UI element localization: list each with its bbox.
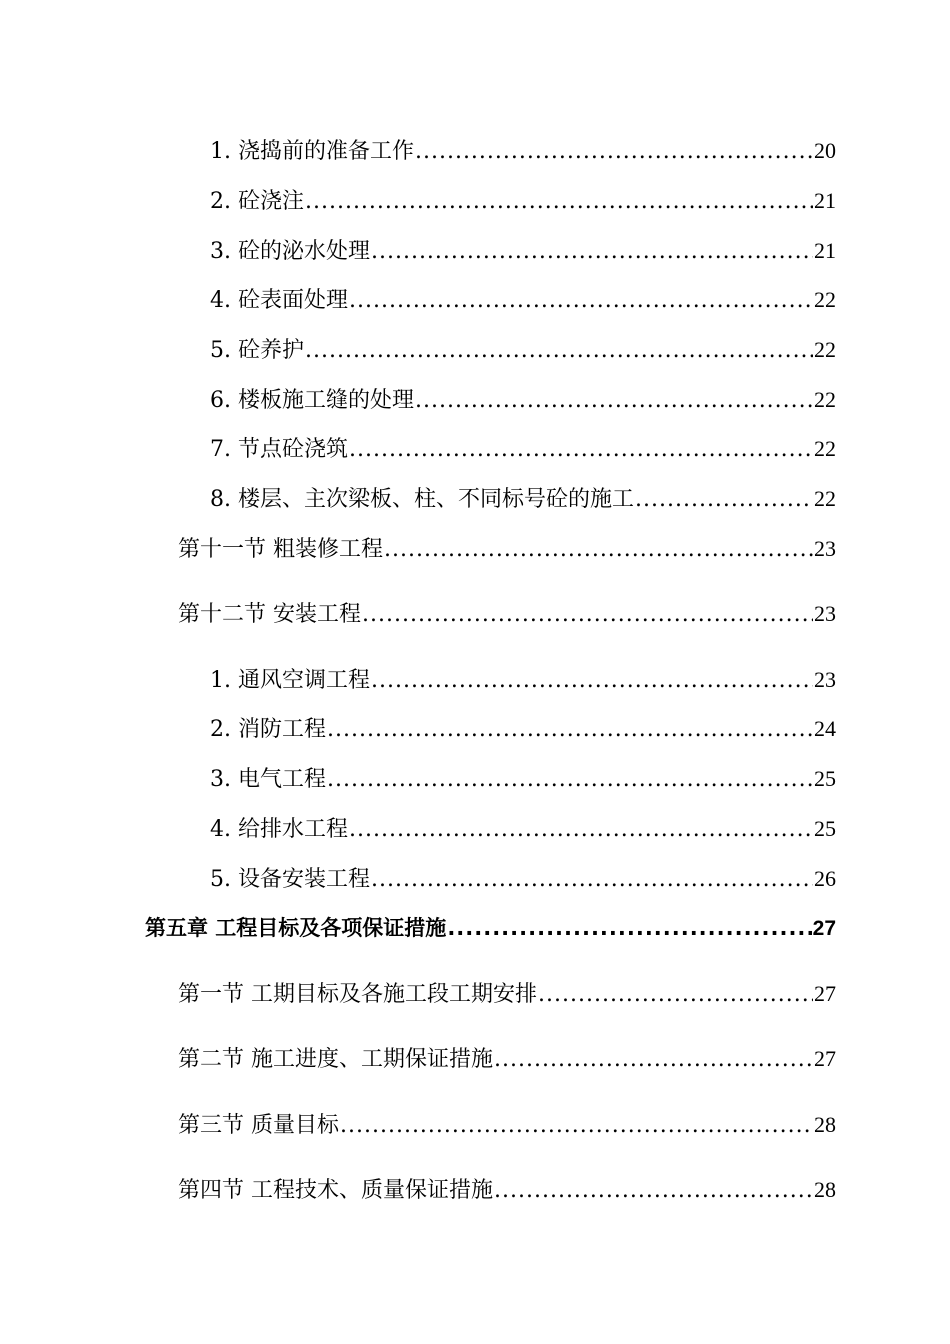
toc-dot-leader [305,187,813,217]
toc-entry-title: 第十二节 安装工程 [178,602,361,627]
toc-entry[interactable] [210,136,836,166]
toc-entry-page: 25 [814,766,836,791]
toc-entry-page: 22 [814,287,836,312]
toc-dot-leader [349,815,813,845]
toc-entry-title: 第三节 质量目标 [178,1113,339,1138]
toc-entry-title: 第一节 工期目标及各施工段工期安排 [178,982,537,1007]
toc-entry-title: 2. 砼浇注 [210,189,304,214]
toc-dot-leader [371,666,813,696]
toc-entry[interactable] [210,864,836,894]
toc-entry[interactable] [178,1044,836,1074]
toc-entry-title: 8. 楼层、主次梁板、柱、不同标号砼的施工 [210,487,634,512]
toc-entry-page: 23 [814,536,836,561]
toc-dot-leader [447,913,811,943]
toc-entry-page: 21 [814,238,836,263]
toc-dot-leader [384,535,813,565]
toc-entry[interactable] [210,335,836,365]
toc-entry-page: 23 [814,601,836,626]
toc-entry-page: 25 [814,816,836,841]
toc-entry[interactable] [210,665,836,695]
toc-entry-title: 3. 电气工程 [210,767,326,792]
toc-entry-page: 22 [814,337,836,362]
toc-entry-page: 22 [814,436,836,461]
toc-entry[interactable] [210,814,836,844]
toc-entry[interactable] [210,236,836,266]
toc-entry-title: 5. 设备安装工程 [210,867,370,892]
toc-entry-title: 5. 砼养护 [210,338,304,363]
toc-dot-leader [538,980,813,1010]
toc-dot-leader [362,600,813,630]
toc-entry[interactable] [210,385,836,415]
toc-entry-title: 第四节 工程技术、质量保证措施 [178,1178,493,1203]
toc-entry[interactable] [178,534,836,564]
toc-entry-title: 第十一节 粗装修工程 [178,537,383,562]
toc-entry[interactable] [178,599,836,629]
toc-dot-leader [415,137,813,167]
toc-dot-leader [494,1045,813,1075]
toc-dot-leader [635,485,813,515]
toc-dot-leader [371,237,813,267]
toc-entry[interactable] [178,1175,836,1205]
toc-dot-leader [349,435,813,465]
toc-entry-title: 4. 给排水工程 [210,817,348,842]
toc-entry-title: 3. 砼的泌水处理 [210,239,370,264]
toc-dot-leader [494,1176,813,1206]
toc-entry-title: 第五章 工程目标及各项保证措施 [145,916,447,940]
toc-dot-leader [349,286,813,316]
toc-dot-leader [305,336,813,366]
toc-entry-page: 20 [814,138,836,163]
toc-entry-page: 23 [814,667,836,692]
toc-entry-title: 第二节 施工进度、工期保证措施 [178,1047,493,1072]
toc-entry-page: 21 [814,188,836,213]
toc-entry-page: 26 [814,866,836,891]
toc-entry-page: 27 [812,917,836,940]
toc-entry[interactable] [210,186,836,216]
toc-entry-title: 7. 节点砼浇筑 [210,437,348,462]
toc-dot-leader [340,1111,813,1141]
toc-entry-title: 2. 消防工程 [210,717,326,742]
toc-entry-title: 1. 通风空调工程 [210,668,370,693]
toc-entry-page: 28 [814,1177,836,1202]
toc-dot-leader [371,865,813,895]
toc-entry[interactable] [210,764,836,794]
toc-entry-page: 27 [814,981,836,1006]
toc-entry[interactable] [210,484,836,514]
toc-entry[interactable] [178,1110,836,1140]
toc-entry-title: 6. 楼板施工缝的处理 [210,388,414,413]
toc-entry-title: 1. 浇捣前的准备工作 [210,139,414,164]
toc-entry-page: 24 [814,716,836,741]
toc-dot-leader [327,715,813,745]
toc-entry-page: 22 [814,387,836,412]
toc-entry-page: 27 [814,1046,836,1071]
toc-entry[interactable] [210,285,836,315]
toc-entry[interactable] [145,913,836,943]
toc-entry-page: 22 [814,486,836,511]
toc-entry-page: 28 [814,1112,836,1137]
toc-entry[interactable] [210,434,836,464]
toc-entry[interactable] [210,714,836,744]
toc-entry-title: 4. 砼表面处理 [210,288,348,313]
toc-dot-leader [415,386,813,416]
toc-entry[interactable] [178,979,836,1009]
toc-dot-leader [327,765,813,795]
